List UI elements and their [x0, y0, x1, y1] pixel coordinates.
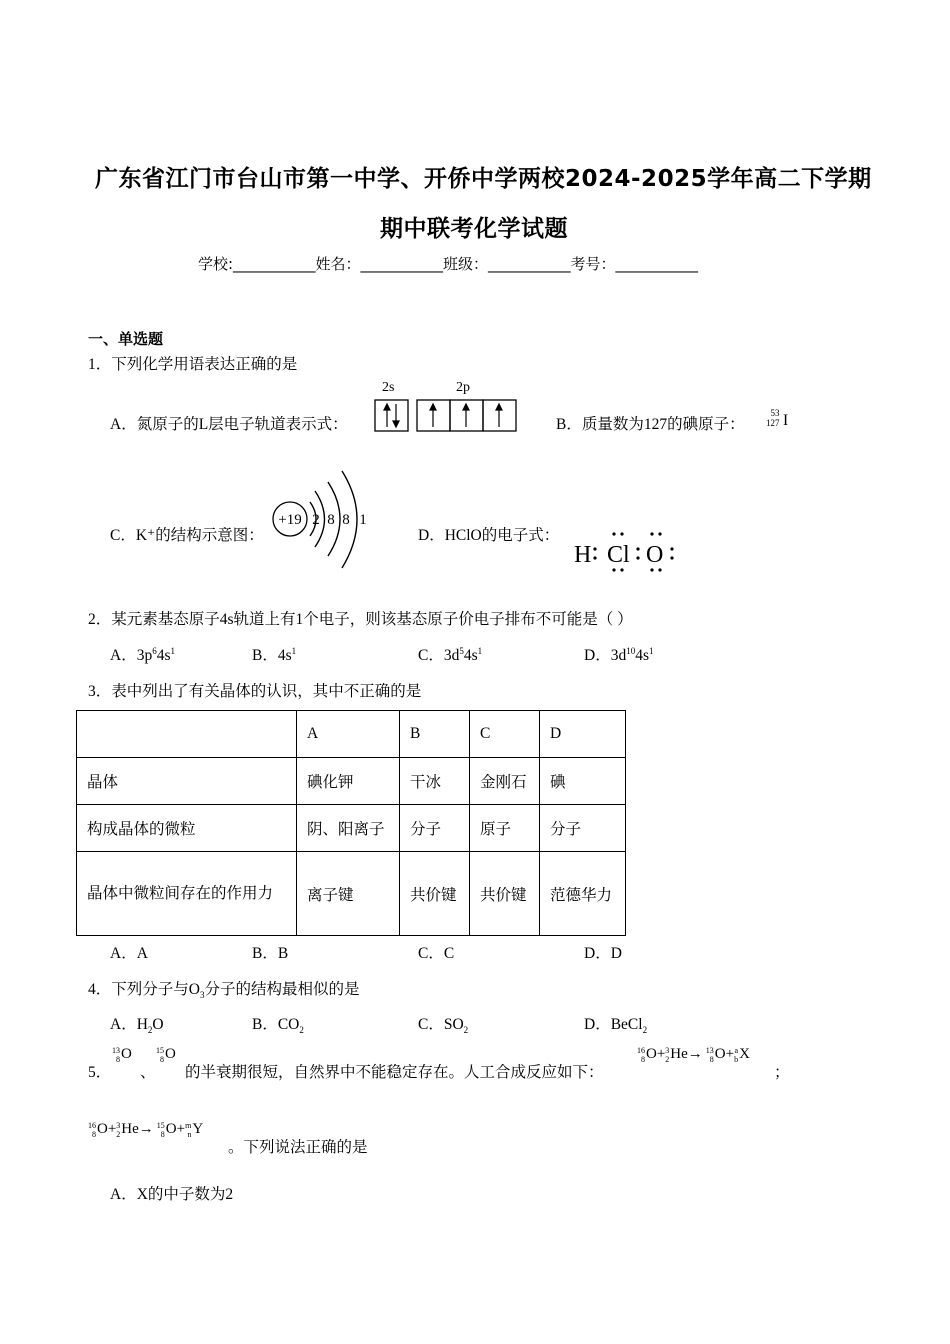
table-cell — [77, 711, 297, 758]
q2-option-d: D．$3d^{10}4s^1$ — [584, 645, 654, 664]
k-ion-structure-diagram — [270, 466, 380, 574]
q5-text: 的半衰期很短，自然界中不能稳定存在。人工合成反应如下： — [185, 1064, 604, 1081]
q4-option-b: B．$CO_2$ — [252, 1016, 304, 1036]
shell-1-count: 2 — [312, 512, 320, 528]
table-cell: 碘化钾 — [297, 758, 400, 805]
q4-option-c: C．$SO_2$ — [418, 1016, 469, 1036]
table-row — [77, 805, 626, 852]
q4-option-a: A．$H_2O$ — [110, 1016, 164, 1036]
atom-h: H — [574, 542, 592, 568]
q1-option-b: B．质量数为127的碘原子： — [556, 416, 745, 433]
q3-option-c: C．C — [418, 945, 455, 962]
hclo-electron-formula — [570, 530, 680, 574]
q1-option-c: C．K⁺的结构示意图： — [110, 527, 264, 544]
table-cell: 晶体中微粒间存在的作用力 — [77, 852, 297, 936]
iodine-upper-number: 53 — [770, 408, 780, 418]
table-cell: 分子 — [540, 805, 626, 852]
title-line-1: 广东省江门市台山市第一中学、开侨中学两校2024-2025学年高二下学期 — [95, 166, 872, 192]
header-fields: 学校:___________姓名：___________班级：___________考号：___________ — [198, 255, 699, 273]
q5-semicolon: ； — [774, 1064, 790, 1081]
table-cell: 晶体 — [77, 758, 297, 805]
q5-option-a: A．X的中子数为2 — [110, 1186, 234, 1203]
q2-stem: 2．某元素基态原子4s轨道上有1个电子，则该基态原子价电子排布不可能是（ ） — [88, 611, 633, 628]
iodine-symbol: I — [783, 412, 789, 429]
q5-separator: 、 — [140, 1064, 156, 1081]
orbital-2s-label: 2s — [382, 380, 395, 395]
q3-option-b: B．B — [252, 945, 289, 962]
q2-option-b: B．$4s^1$ — [252, 645, 297, 664]
table-cell: 共价键 — [470, 852, 540, 936]
table-cell: 范德华力 — [540, 852, 626, 936]
title-line-2: 期中联考化学试题 — [380, 216, 568, 242]
nucleus-charge: +19 — [278, 512, 302, 528]
q5-number: 5． — [88, 1064, 112, 1081]
orbital-2p-label: 2p — [456, 380, 470, 395]
table-cell: 构成晶体的微粒 — [77, 805, 297, 852]
table-cell: B — [400, 711, 470, 758]
crystal-table — [76, 710, 626, 936]
table-cell: D — [540, 711, 626, 758]
reaction-1: 16 8O+3 2He→ 13 8O+a bX — [637, 1046, 750, 1064]
q4-stem: 4．下列分子与$O_3$分子的结构最相似的是 — [88, 981, 360, 1001]
table-cell: 共价键 — [400, 852, 470, 936]
q1-option-a: A．氮原子的L层电子轨道表示式： — [110, 416, 348, 433]
table-row — [77, 711, 626, 758]
q3-option-a: A．A — [110, 945, 148, 962]
q3-stem: 3．表中列出了有关晶体的认识，其中不正确的是 — [88, 683, 422, 700]
iodine-lower-number: 127 — [766, 418, 780, 428]
shell-4-count: 1 — [359, 512, 367, 528]
table-cell: C — [470, 711, 540, 758]
table-cell: 离子键 — [297, 852, 400, 936]
q1-option-d: D．HClO的电子式： — [418, 527, 560, 544]
shell-3-count: 8 — [342, 512, 350, 528]
table-cell: 分子 — [400, 805, 470, 852]
q5-tail: 。下列说法正确的是 — [228, 1139, 368, 1156]
table-cell: 原子 — [470, 805, 540, 852]
atom-cl: Cl — [607, 542, 630, 568]
table-cell: 碘 — [540, 758, 626, 805]
q3-option-d: D．D — [584, 945, 622, 962]
iodine-nuclide-numbers — [766, 408, 780, 428]
table-row — [77, 758, 626, 805]
q2-option-c: C．$3d^54s^1$ — [418, 645, 483, 664]
section-title: 一、单选题 — [88, 330, 164, 348]
nuclide-o13: 13 8O — [112, 1046, 132, 1064]
q1-stem: 1．下列化学用语表达正确的是 — [88, 356, 298, 373]
reaction-2: 16 8O+3 2He→ 15 8O+m nY — [88, 1121, 204, 1139]
table-row — [77, 852, 626, 936]
table-cell: 干冰 — [400, 758, 470, 805]
nuclide-o15: 15 8O — [156, 1046, 176, 1064]
q4-option-d: D．BeCl$_2$ — [584, 1016, 648, 1036]
table-cell: 金刚石 — [470, 758, 540, 805]
table-cell: 阴、阳离子 — [297, 805, 400, 852]
atom-o: O — [646, 542, 664, 568]
q2-option-a: A．$3p^64s^1$ — [110, 645, 175, 664]
table-cell: A — [297, 711, 400, 758]
orbital-diagram — [374, 399, 520, 435]
shell-2-count: 8 — [327, 512, 335, 528]
